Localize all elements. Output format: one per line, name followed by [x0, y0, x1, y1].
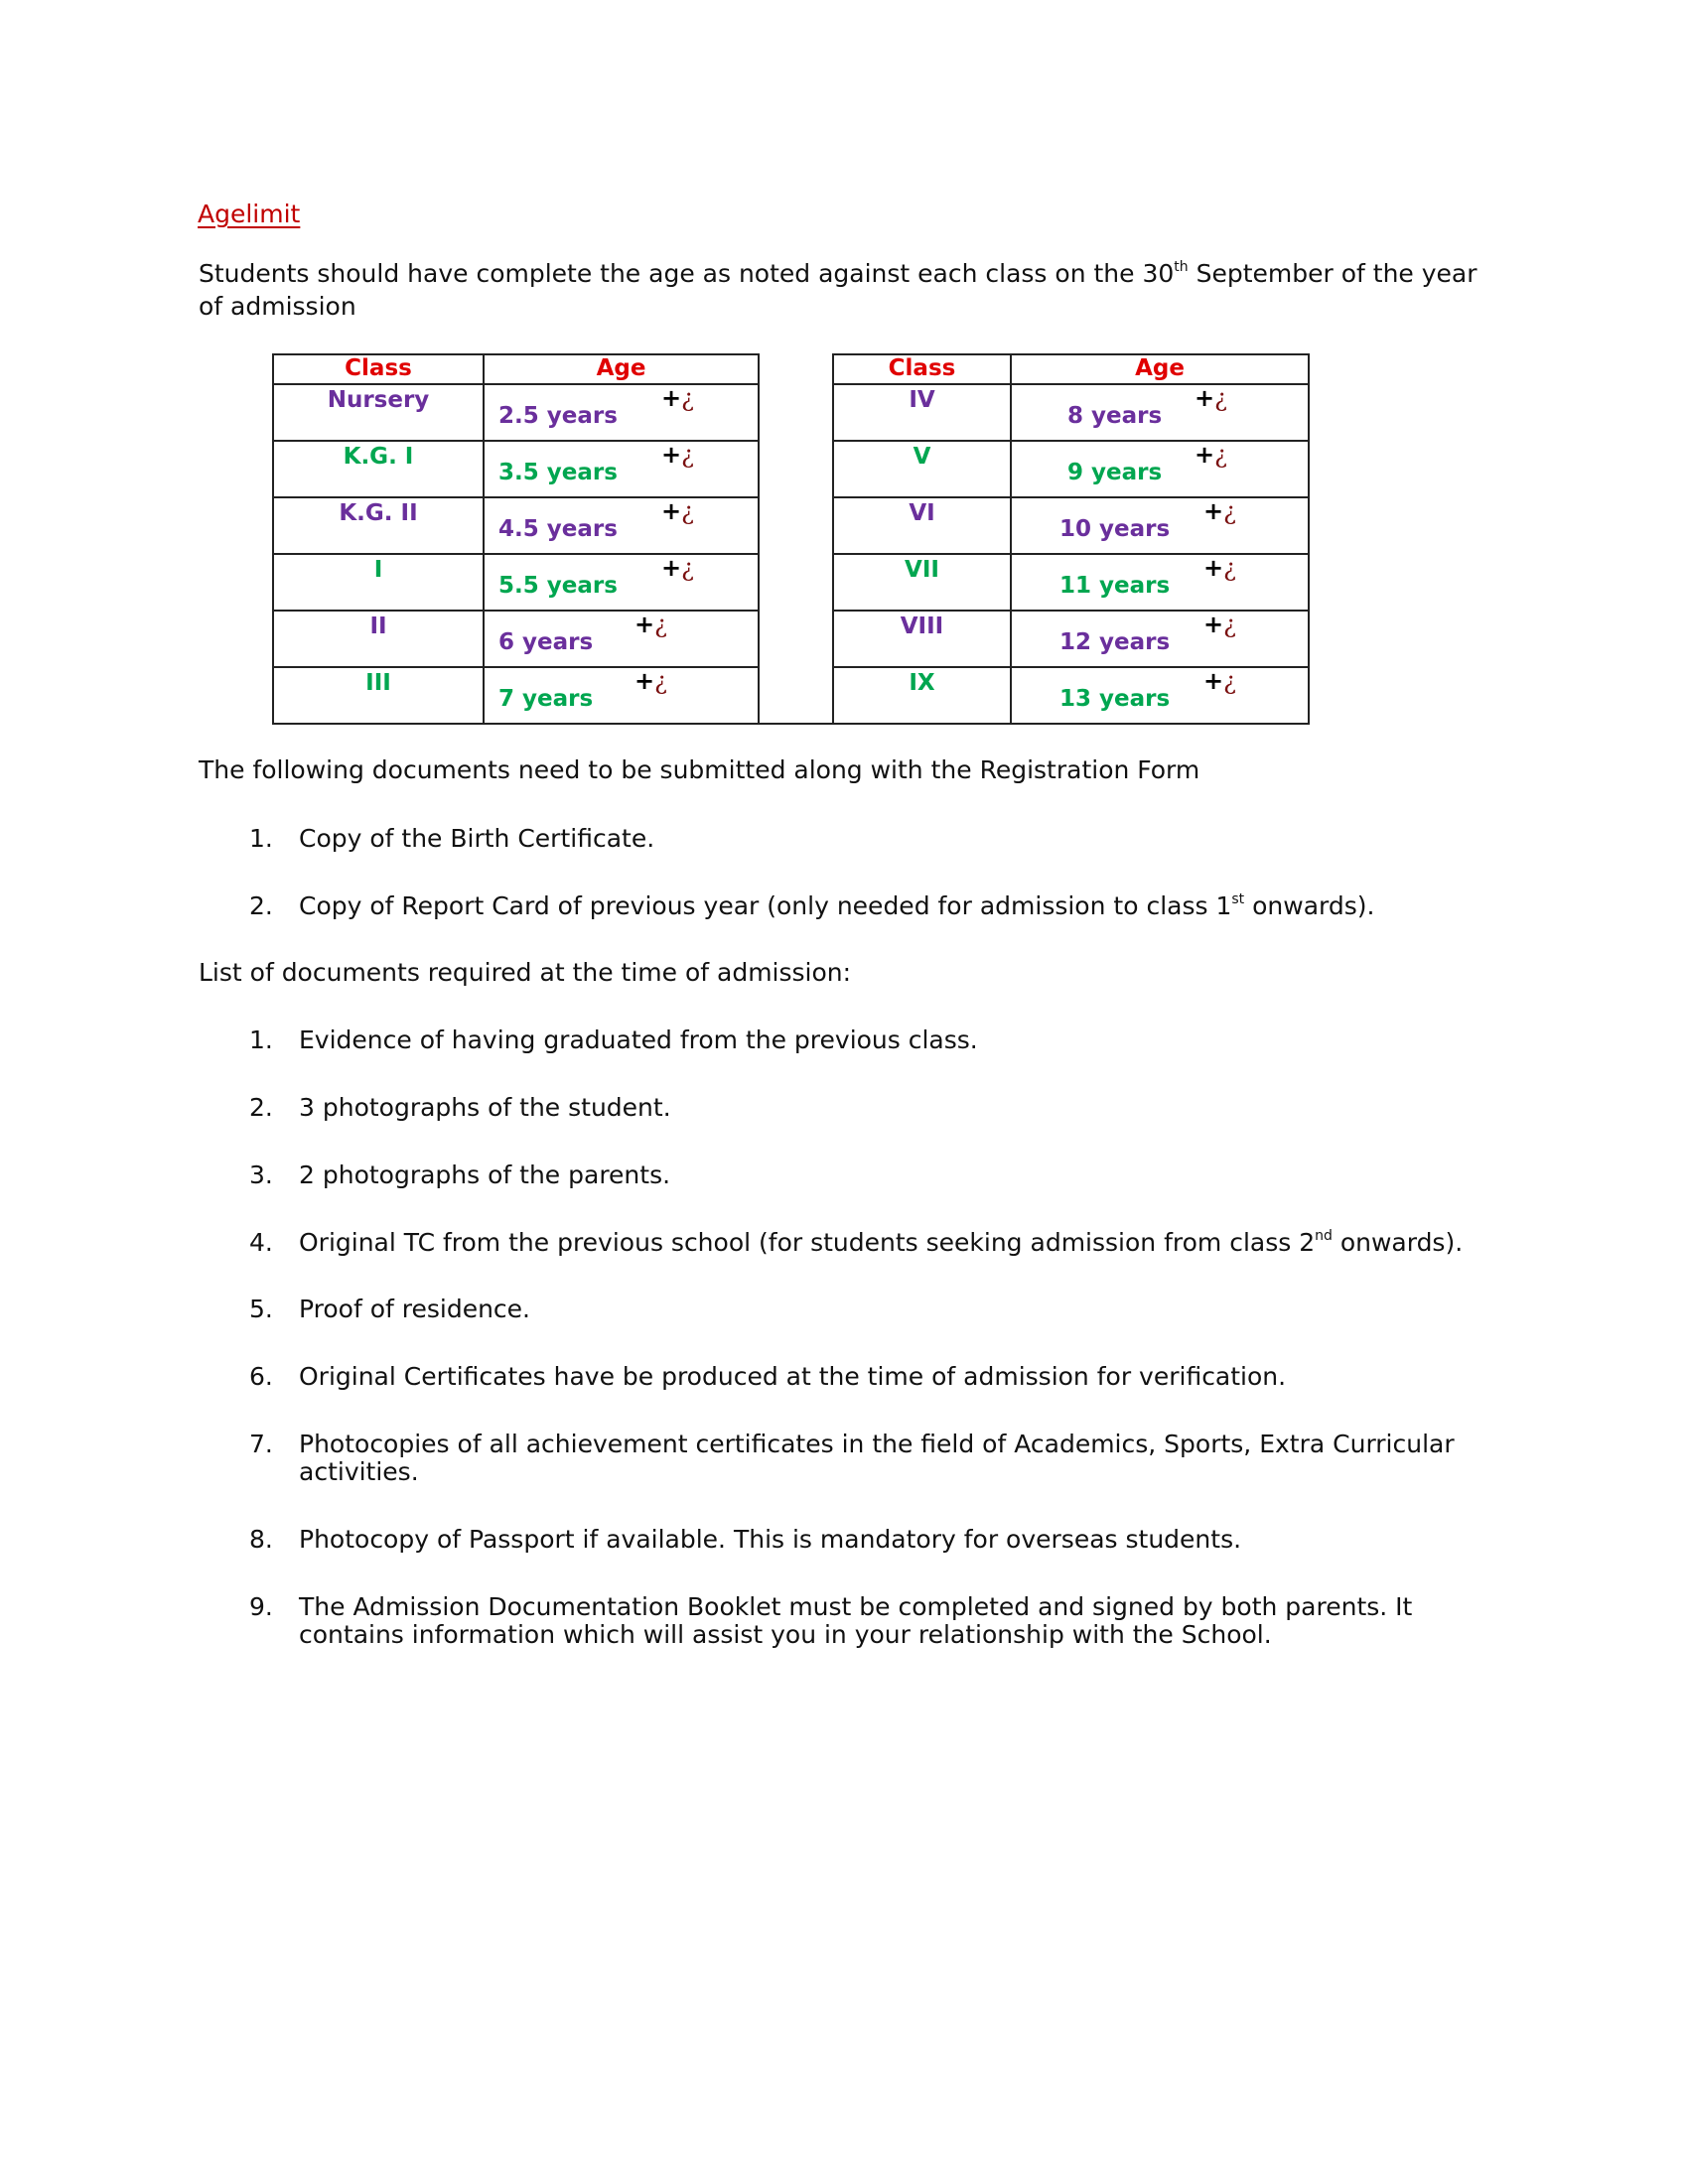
list-number: 4.: [249, 1228, 273, 1257]
agelimit-heading[interactable]: Agelimit: [198, 200, 301, 228]
age-cell: [484, 497, 759, 554]
table-row: [273, 441, 1309, 497]
table-gap: [759, 554, 833, 611]
class-cell: Nursery: [273, 384, 484, 441]
admission-item-9-line-1: The Admission Documentation Booklet must be completed and signed by both parents. It: [299, 1592, 1413, 1621]
age-value: 7 years: [498, 686, 594, 712]
inverted-question-icon: ¿: [1223, 497, 1236, 525]
admission-item-7-line-2: activities.: [299, 1457, 419, 1486]
age-value: 4.5 years: [498, 516, 618, 542]
admission-item-9-line-2: contains information which will assist you in your relationship with the School.: [299, 1620, 1272, 1649]
inverted-question-icon: ¿: [654, 667, 667, 695]
age-marker: [1195, 385, 1227, 412]
class-cell: III: [273, 667, 484, 724]
age-marker: [634, 668, 667, 695]
age-cell: [1011, 497, 1309, 554]
table-row: [273, 667, 1309, 724]
admission-item-1: Evidence of having graduated from the previous class.: [299, 1025, 978, 1054]
class-cell: VIII: [833, 611, 1011, 667]
age-marker: [1203, 555, 1236, 582]
table-gap: [759, 497, 833, 554]
inverted-question-icon: ¿: [1223, 611, 1236, 638]
registration-intro: The following documents need to be submitted along with the Registration Form: [199, 755, 1200, 784]
list-number: 1.: [249, 1025, 273, 1054]
inverted-question-icon: ¿: [654, 611, 667, 638]
age-cell: [484, 667, 759, 724]
admission-item-4: [299, 1227, 1464, 1257]
age-cell: [1011, 441, 1309, 497]
age-marker: [1203, 612, 1236, 638]
age-marker: [1203, 498, 1236, 525]
list-number: 9.: [249, 1592, 273, 1621]
ordinal-suffix: nd: [1315, 1227, 1333, 1244]
item-text: onwards).: [1244, 891, 1375, 920]
plus-icon: +: [661, 554, 682, 582]
inverted-question-icon: ¿: [1223, 667, 1236, 695]
age-marker: [661, 498, 694, 525]
plus-icon: +: [1203, 667, 1224, 695]
item-text: onwards).: [1332, 1228, 1464, 1257]
class-cell: V: [833, 441, 1011, 497]
plus-icon: +: [661, 384, 682, 412]
table-gap: [759, 667, 833, 724]
inverted-question-icon: ¿: [681, 441, 694, 469]
table-gap: [759, 611, 833, 667]
list-number: 1.: [249, 824, 273, 853]
table-row: [273, 384, 1309, 441]
age-value: 6 years: [498, 629, 594, 655]
intro-line-2: of admission: [199, 292, 356, 321]
admission-item-7-line-1: Photocopies of all achievement certificates in the field of Academics, Sports, Extra Curricular: [299, 1430, 1455, 1458]
table-row: [273, 497, 1309, 554]
age-marker: [634, 612, 667, 638]
plus-icon: +: [1203, 611, 1224, 638]
plus-icon: +: [661, 441, 682, 469]
admission-item-3: 2 photographs of the parents.: [299, 1160, 671, 1189]
intro-text: Students should have complete the age as noted against each class on the 30: [199, 259, 1175, 288]
admission-item-8: Photocopy of Passport if available. This is mandatory for overseas students.: [299, 1525, 1242, 1554]
plus-icon: +: [1203, 497, 1224, 525]
inverted-question-icon: ¿: [681, 497, 694, 525]
inverted-question-icon: ¿: [681, 384, 694, 412]
plus-icon: +: [661, 497, 682, 525]
table-row: [273, 611, 1309, 667]
class-cell: VII: [833, 554, 1011, 611]
list-number: 2.: [249, 1093, 273, 1122]
age-marker: [1203, 668, 1236, 695]
inverted-question-icon: ¿: [1214, 384, 1227, 412]
age-limit-table: [272, 353, 1310, 725]
table-gap: [759, 441, 833, 497]
age-value: 3.5 years: [498, 460, 618, 485]
class-cell: K.G. II: [273, 497, 484, 554]
age-cell: [1011, 667, 1309, 724]
age-value: 8 years: [1067, 403, 1163, 429]
admission-item-2: 3 photographs of the student.: [299, 1093, 671, 1122]
item-text: Copy of Report Card of previous year (only needed for admission to class 1: [299, 891, 1232, 920]
plus-icon: +: [1195, 441, 1215, 469]
intro-text: September of the year: [1188, 259, 1477, 288]
age-value: 9 years: [1067, 460, 1163, 485]
header-class: Class: [273, 354, 484, 384]
list-number: 7.: [249, 1430, 273, 1458]
class-cell: II: [273, 611, 484, 667]
age-marker: [661, 442, 694, 469]
age-cell: [484, 611, 759, 667]
list-number: 3.: [249, 1160, 273, 1189]
ordinal-suffix: th: [1174, 258, 1189, 275]
age-value: 12 years: [1059, 629, 1171, 655]
age-value: 5.5 years: [498, 573, 618, 599]
table-header-row: [273, 354, 1309, 384]
plus-icon: +: [634, 611, 655, 638]
item-text: Original TC from the previous school (for students seeking admission from class 2: [299, 1228, 1316, 1257]
class-cell: VI: [833, 497, 1011, 554]
age-value: 10 years: [1059, 516, 1171, 542]
inverted-question-icon: ¿: [1214, 441, 1227, 469]
inverted-question-icon: ¿: [681, 554, 694, 582]
admission-item-6: Original Certificates have be produced at the time of admission for verification.: [299, 1362, 1287, 1391]
plus-icon: +: [1203, 554, 1224, 582]
registration-item-1: Copy of the Birth Certificate.: [299, 824, 655, 853]
ordinal-suffix: st: [1231, 890, 1245, 907]
class-cell: K.G. I: [273, 441, 484, 497]
age-cell: [484, 554, 759, 611]
admission-intro: List of documents required at the time of admission:: [199, 958, 852, 987]
registration-item-2: [299, 890, 1375, 920]
header-age: Age: [1011, 354, 1309, 384]
age-marker: [661, 385, 694, 412]
header-class: Class: [833, 354, 1011, 384]
age-cell: [1011, 611, 1309, 667]
class-cell: IV: [833, 384, 1011, 441]
table-row: [273, 554, 1309, 611]
list-number: 6.: [249, 1362, 273, 1391]
list-number: 5.: [249, 1295, 273, 1323]
age-cell: [1011, 384, 1309, 441]
inverted-question-icon: ¿: [1223, 554, 1236, 582]
class-cell: I: [273, 554, 484, 611]
intro-line-1: [199, 258, 1477, 288]
class-cell: IX: [833, 667, 1011, 724]
age-value: 13 years: [1059, 686, 1171, 712]
list-number: 8.: [249, 1525, 273, 1554]
age-cell: [484, 384, 759, 441]
plus-icon: +: [1195, 384, 1215, 412]
age-value: 2.5 years: [498, 403, 618, 429]
table-gap: [759, 354, 833, 384]
table-gap: [759, 384, 833, 441]
header-age: Age: [484, 354, 759, 384]
plus-icon: +: [634, 667, 655, 695]
age-marker: [661, 555, 694, 582]
age-cell: [1011, 554, 1309, 611]
age-value: 11 years: [1059, 573, 1171, 599]
age-marker: [1195, 442, 1227, 469]
list-number: 2.: [249, 891, 273, 920]
admission-item-5: Proof of residence.: [299, 1295, 530, 1323]
age-cell: [484, 441, 759, 497]
